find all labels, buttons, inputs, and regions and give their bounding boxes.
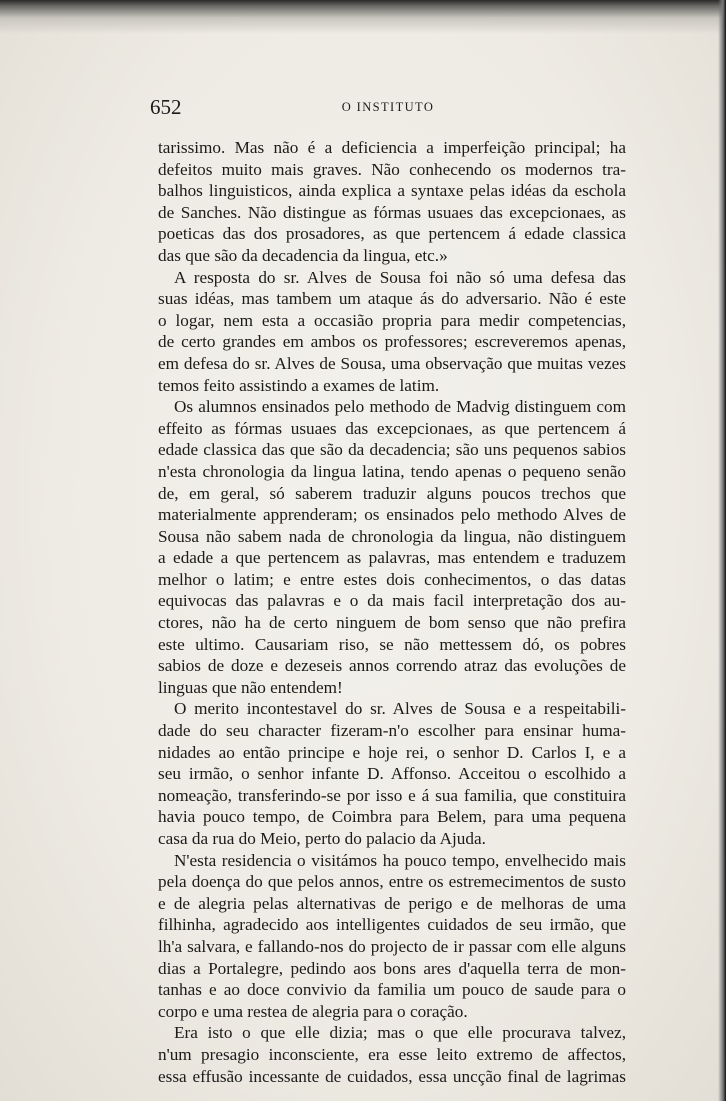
text-line: sabios de doze e dezeseis annos correndo atraz das evoluções de — [158, 656, 626, 676]
text-line: lh'a salvara, e fallando-nos do projecto de ir passar com elle alguns — [158, 936, 626, 956]
body-text — [158, 137, 626, 1087]
text-line: ctores, não ha de certo ninguem de bom senso que não prefira — [158, 613, 626, 633]
text-line: equivocas das palavras e o da mais facil interpretação dos au- — [158, 591, 626, 611]
text-line: dade do seu character fizeram-n'o escolher para ensinar huma- — [158, 721, 626, 741]
page-number: 652 — [150, 95, 182, 119]
text-line: em defesa do sr. Alves de Sousa, uma observação que muitas vezes — [158, 353, 626, 373]
text-line: A resposta do sr. Alves de Sousa foi não só uma defesa das — [174, 267, 626, 287]
text-line: suas idéas, mas tambem um ataque ás do adversario. Não é este — [158, 289, 626, 309]
text-line: materialmente apprenderam; os ensinados pelo methodo Alves de — [158, 505, 626, 525]
text-line: de certo grandes em ambos os professores; escreveremos apenas, — [158, 332, 626, 352]
text-line: nomeação, transferindo-se por isso e á sua familia, que constituira — [158, 785, 626, 805]
text-line: temos feito assistindo a exames de latim. — [158, 375, 440, 395]
text-line: Os alumnos ensinados pelo methodo de Madvig distinguem com — [174, 397, 626, 417]
text-line: tarissimo. Mas não é a deficiencia a imperfeição principal; ha — [158, 138, 626, 157]
text-line: o logar, nem esta a occasião propria para medir competencias, — [158, 310, 626, 330]
running-head: O INSTITUTO — [341, 100, 435, 114]
text-line: corpo e uma restea de alegria para o coração. — [158, 1001, 468, 1021]
text-line: n'esta chronologia da lingua latina, tendo apenas o pequeno senão — [158, 461, 626, 481]
text-line: seu irmão, o senhor infante D. Affonso. Acceitou o escolhido a — [158, 764, 626, 784]
text-line: n'um presagio inconsciente, era esse leito extremo de affectos, — [158, 1044, 626, 1064]
text-line: edade classica das que são da decadencia; são uns pequenos sabios — [158, 440, 626, 460]
text-line: casa da rua do Meio, perto do palacio da Ajuda. — [158, 829, 486, 848]
text-line: melhor o latim; e entre estes dois conhecimentos, o das datas — [158, 569, 626, 589]
scan-top-shadow — [0, 0, 726, 34]
text-line: poeticas das dos prosadores, as que pertencem á edade classica — [158, 224, 626, 244]
text-line: Sousa não sabem nada de chronologia da lingua, não distinguem — [158, 526, 626, 546]
text-line: linguas que não entendem! — [158, 677, 343, 697]
text-line: effeito as fórmas usuaes das excepcionaes, as que pertencem á — [158, 418, 626, 438]
text-line: nidades ao então principe e hoje rei, o senhor D. Carlos I, e a — [158, 742, 626, 762]
text-line: de, em geral, só saberem traduzir alguns poucos trechos que — [158, 483, 626, 503]
text-line: havia pouco tempo, de Coimbra para Belem, para uma pequena — [158, 807, 626, 827]
text-line: pela doença do que pelos annos, entre os estremecimentos de susto — [158, 872, 626, 892]
text-line: a edade a que pertencem as palavras, mas entendem e traduzem — [158, 548, 626, 568]
text-line: tanhas e ao doce convivio da familia um pouco de saude para o — [158, 980, 626, 1000]
text-line: filhinha, agradecido aos intelligentes cuidados de seu irmão, que — [158, 915, 626, 935]
text-line: Era isto o que elle dizia; mas o que elle procurava talvez, — [174, 1023, 626, 1043]
text-line: essa effusão incessante de cuidados, essa uncção final de lagrimas — [158, 1066, 626, 1086]
text-line: das que são da decadencia da lingua, etc.» — [158, 245, 448, 265]
text-line: de Sanches. Não distingue as fórmas usuaes das excepcionaes, as — [158, 202, 626, 222]
scan-right-edge — [718, 0, 726, 1101]
text-line: e de alegria pelas alternativas de perigo e de melhoras de uma — [158, 893, 626, 913]
page-header — [150, 96, 626, 120]
text-line: este ultimo. Causariam riso, se não mettessem dó, os pobres — [158, 634, 626, 654]
text-line: N'esta residencia o visitámos ha pouco tempo, envelhecido mais — [174, 850, 626, 870]
text-line: dias a Portalegre, pedindo aos bons ares d'aquella terra de mon- — [158, 958, 626, 978]
text-line: defeitos muito mais graves. Não conhecendo os modernos tra- — [158, 159, 626, 179]
text-line: O merito incontestavel do sr. Alves de Sousa e a respeitabili- — [174, 699, 626, 719]
text-line: balhos linguisticos, ainda explica a syntaxe pelas idéas da eschola — [158, 181, 626, 201]
